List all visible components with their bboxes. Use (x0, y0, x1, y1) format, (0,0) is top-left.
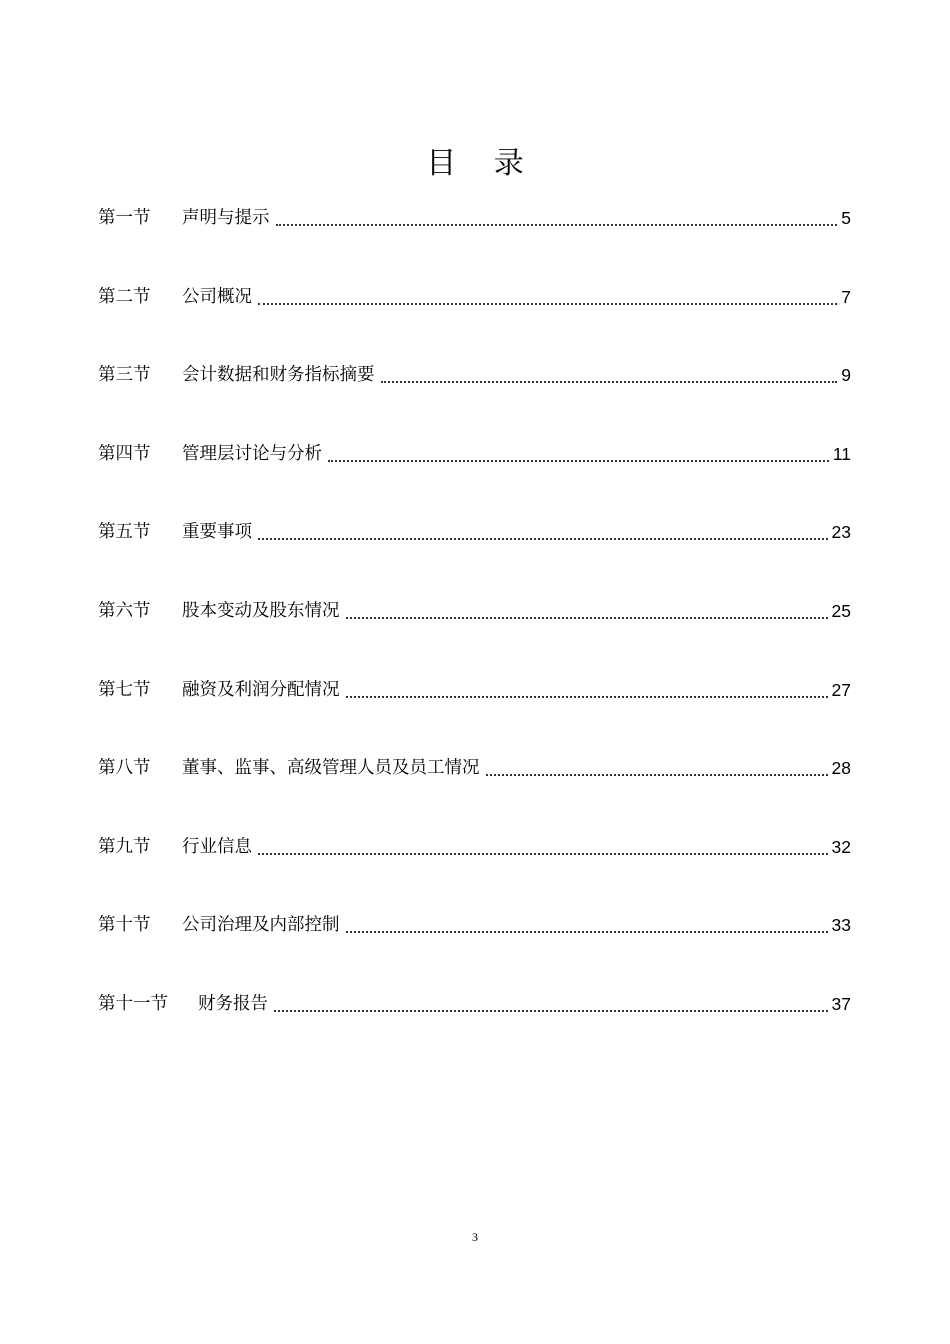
toc-entry[interactable] (98, 593, 851, 672)
toc-section-title: 财务报告 (198, 993, 268, 1014)
toc-dot-leader (258, 514, 828, 550)
toc-dot-leader (258, 829, 828, 865)
toc-section-title: 重要事项 (182, 522, 252, 543)
toc-entry[interactable] (98, 750, 851, 829)
toc-entry[interactable] (98, 436, 851, 515)
toc-entry[interactable] (98, 200, 851, 279)
toc-section-number: 第二节 (98, 286, 151, 307)
page-title: 目 录 (426, 146, 538, 182)
toc-dot-leader (381, 357, 838, 393)
toc-dot-leader (346, 593, 828, 629)
toc-page-number: 5 (841, 208, 851, 228)
toc-page-number: 37 (831, 993, 851, 1014)
toc-entry[interactable] (98, 279, 851, 358)
toc-page-number: 32 (831, 836, 851, 857)
toc-section-title: 声明与提示 (182, 208, 270, 228)
toc-page-number: 11 (832, 443, 851, 464)
toc-entry[interactable] (98, 829, 851, 908)
toc-section-number: 第四节 (98, 443, 151, 464)
toc-page-number: 33 (831, 915, 851, 936)
toc-section-number: 第十一节 (98, 993, 168, 1014)
toc-page-number: 9 (841, 365, 851, 386)
toc-dot-leader (276, 200, 838, 236)
toc-section-title: 行业信息 (182, 836, 252, 857)
toc-section-number: 第五节 (98, 522, 151, 543)
toc-section-number: 第三节 (98, 365, 151, 386)
toc-section-title: 公司概况 (182, 286, 252, 307)
toc-dot-leader (346, 672, 828, 708)
toc-entry[interactable] (98, 514, 851, 593)
toc-section-number: 第七节 (98, 679, 151, 700)
toc-section-number: 第六节 (98, 600, 151, 621)
toc-section-title: 融资及利润分配情况 (182, 679, 340, 700)
toc-dot-leader (274, 986, 828, 1022)
toc-section-title: 公司治理及内部控制 (182, 915, 340, 936)
toc-dot-leader (346, 907, 828, 943)
toc-page-number: 27 (831, 679, 851, 700)
toc-section-number: 第一节 (98, 208, 151, 228)
toc-dot-leader (258, 279, 837, 315)
toc-entry[interactable] (98, 672, 851, 751)
toc-section-number: 第九节 (98, 836, 151, 857)
table-of-contents (98, 200, 851, 1065)
page-number: 3 (472, 1230, 478, 1244)
toc-section-number: 第八节 (98, 758, 151, 779)
toc-entry[interactable] (98, 357, 851, 436)
toc-section-title: 管理层讨论与分析 (182, 443, 322, 464)
toc-page-number: 23 (831, 522, 851, 543)
toc-page-number: 25 (831, 600, 851, 621)
toc-dot-leader (328, 436, 829, 472)
toc-section-title: 股本变动及股东情况 (182, 600, 340, 621)
toc-page-number: 28 (831, 758, 851, 779)
toc-page-number: 7 (841, 286, 851, 307)
toc-section-number: 第十节 (98, 915, 151, 936)
toc-entry[interactable] (98, 907, 851, 986)
toc-section-title: 会计数据和财务指标摘要 (182, 365, 375, 386)
toc-entry[interactable] (98, 986, 851, 1065)
toc-dot-leader (486, 750, 828, 786)
toc-section-title: 董事、监事、高级管理人员及员工情况 (182, 758, 480, 779)
